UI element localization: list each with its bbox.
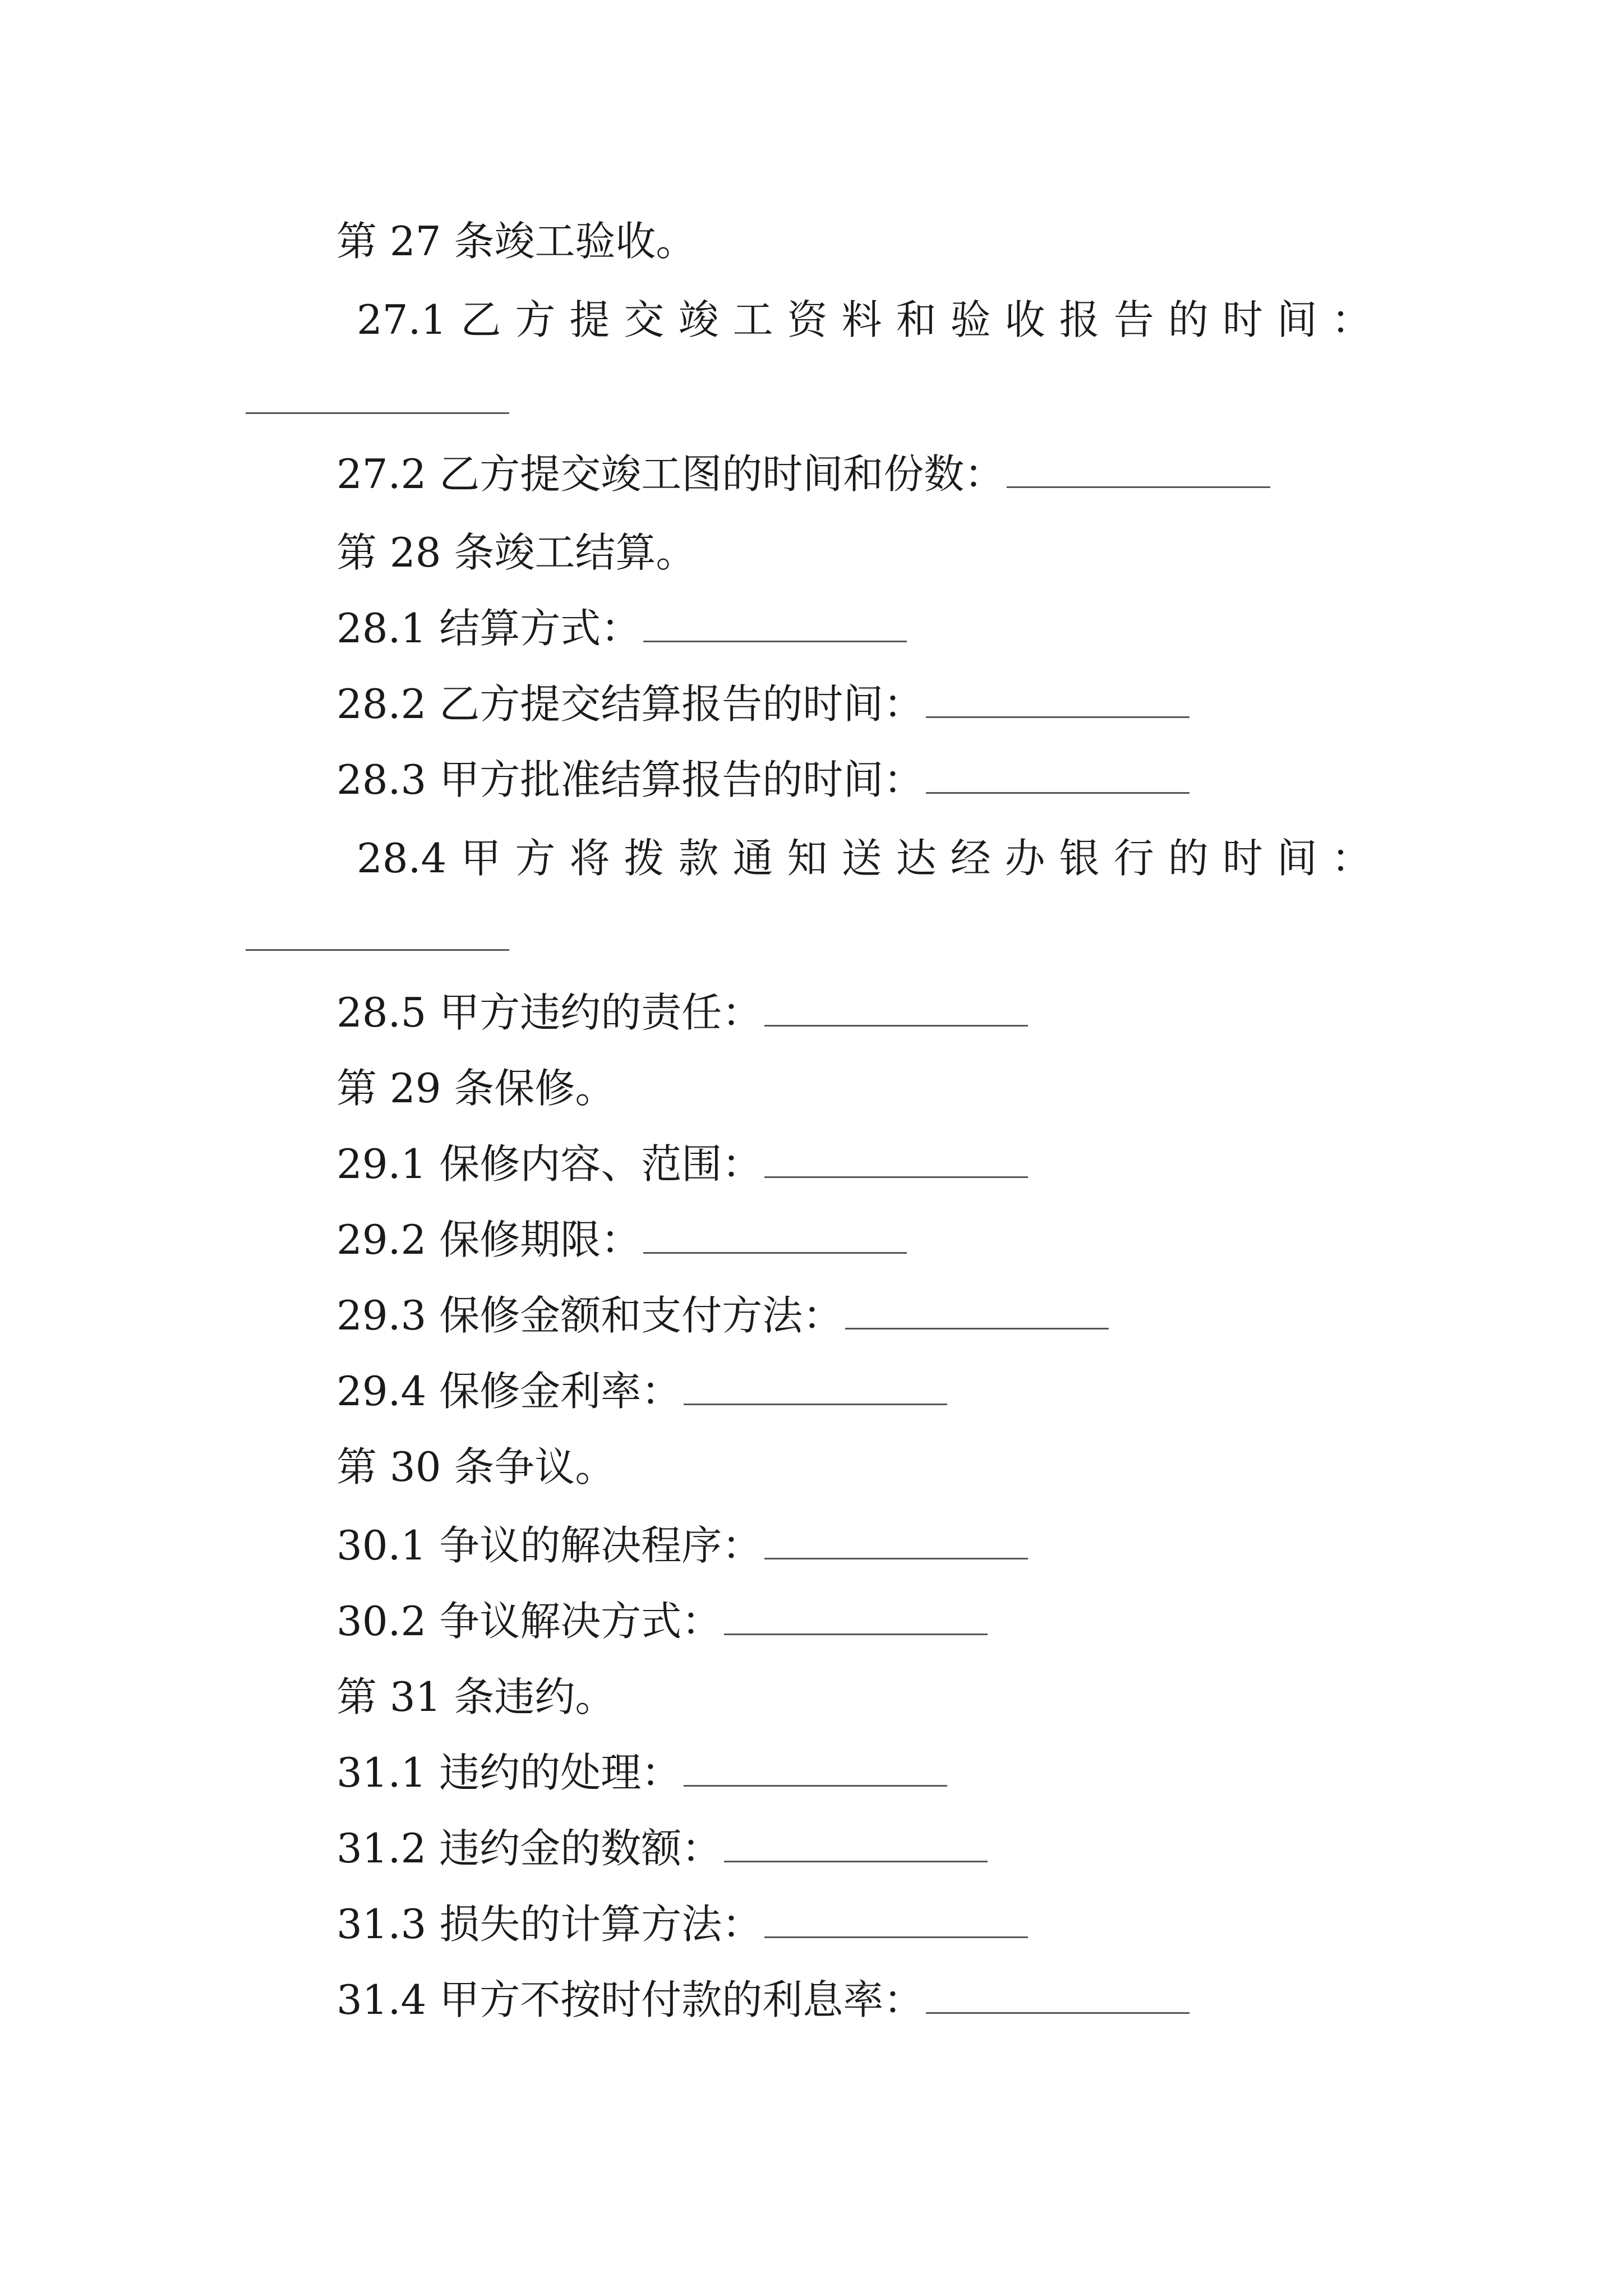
clause-text: 30.2 争议解决方式： <box>336 1598 722 1645</box>
clause-text: 第 31 条违约。 <box>336 1673 616 1720</box>
fill-blank[interactable] <box>684 1751 947 1787</box>
fill-blank[interactable] <box>764 1524 1028 1559</box>
fill-blank[interactable] <box>926 758 1189 794</box>
clause-line <box>336 987 1028 1038</box>
article-heading <box>336 1063 615 1114</box>
fill-blank[interactable] <box>643 1218 907 1254</box>
clause-line <box>336 1520 1028 1571</box>
clause-line <box>336 754 1189 805</box>
clause-line <box>336 603 907 654</box>
clause-line <box>336 1366 947 1416</box>
fill-blank[interactable] <box>724 1600 988 1635</box>
fill-blank[interactable] <box>764 991 1028 1027</box>
clause-line <box>336 1899 1028 1949</box>
clause-text: 28.2 乙方提交结算报告的时间： <box>336 680 924 728</box>
fill-blank[interactable] <box>246 412 509 414</box>
clause-line <box>336 1823 988 1874</box>
clause-line <box>336 679 1189 729</box>
clause-text: 31.4 甲方不按时付款的利息率： <box>336 1976 924 2023</box>
article-heading <box>336 1442 615 1492</box>
article-heading <box>336 216 696 266</box>
clause-text: 第 30 条争议。 <box>336 1443 616 1490</box>
article-heading <box>336 527 696 578</box>
fill-blank[interactable] <box>926 683 1189 718</box>
clause-line: 27.1 乙 方 提 交 竣 工 资 料 和 验 收 报 告 的 时 间 ： <box>357 296 1372 343</box>
clause-line <box>336 1975 1189 2025</box>
clause-line <box>336 1139 1028 1189</box>
clause-line <box>336 1290 1109 1341</box>
clause-text: 第 27 条竣工验收。 <box>336 218 697 265</box>
clause-text: 27.2 乙方提交竣工图的时间和份数： <box>336 450 1005 498</box>
clause-line <box>336 1596 988 1646</box>
clause-text: 31.1 违约的处理： <box>336 1749 682 1796</box>
fill-blank[interactable] <box>764 1903 1028 1938</box>
fill-blank[interactable] <box>643 607 907 642</box>
clause-text: 28.1 结算方式： <box>336 605 642 652</box>
fill-blank[interactable] <box>246 949 509 951</box>
fill-blank[interactable] <box>764 1143 1028 1178</box>
article-heading <box>336 1672 615 1722</box>
clause-text: 第 28 条竣工结算。 <box>336 529 697 576</box>
clause-line <box>336 1214 907 1265</box>
clause-text: 29.4 保修金利率： <box>336 1368 682 1415</box>
clause-line <box>336 449 1270 499</box>
clause-text: 31.2 违约金的数额： <box>336 1825 722 1872</box>
clause-text: 28.5 甲方违约的责任： <box>336 989 763 1036</box>
clause-text: 30.1 争议的解决程序： <box>336 1522 763 1569</box>
clause-text: 29.2 保修期限： <box>336 1216 642 1263</box>
clause-text: 29.1 保修内容、范围： <box>336 1140 763 1188</box>
clause-line: 28.4 甲 方 将 拨 款 通 知 送 达 经 办 银 行 的 时 间 ： <box>357 835 1372 882</box>
clause-text: 第 29 条保修。 <box>336 1065 616 1112</box>
clause-text: 28.3 甲方批准结算报告的时间： <box>336 756 924 803</box>
clause-line <box>336 1747 947 1798</box>
fill-blank[interactable] <box>845 1294 1109 1329</box>
fill-blank[interactable] <box>1007 453 1270 488</box>
fill-blank[interactable] <box>724 1827 988 1862</box>
fill-blank[interactable] <box>684 1370 947 1405</box>
clause-text: 29.3 保修金额和支付方法： <box>336 1292 843 1339</box>
clause-text: 31.3 损失的计算方法： <box>336 1901 763 1948</box>
fill-blank[interactable] <box>926 1978 1189 2014</box>
